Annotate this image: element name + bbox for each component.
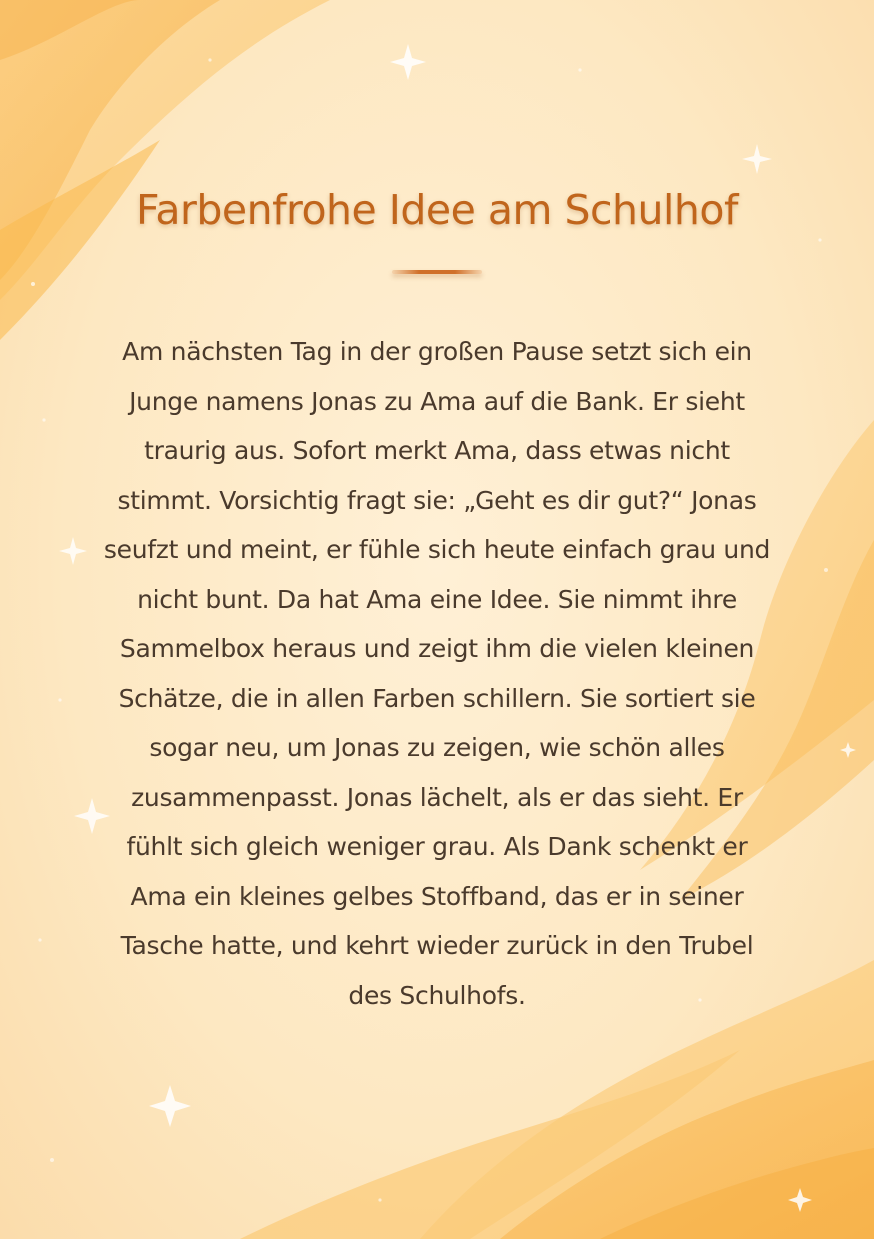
title-divider: [392, 270, 482, 274]
story-text: Am nächsten Tag in der großen Pause setzt sich ein Junge namens Jonas zu Ama auf die Bank. Er sieht traurig aus. Sofort merkt Ama, dass etwas nicht stimmt. Vorsichtig fragt sie: „Geht es dir gut?“ Jonas seufzt und meint, er fühle sich heute einfach grau und nicht bunt. Da hat Ama eine Idee. Sie nimmt ihre Sammelbox heraus und zeigt ihm die vielen kleinen Schätze, die in allen Farben schillern. Sie sortiert sie sogar neu, um Jonas zu zeigen, wie schön alles zusammenpasst. Jonas lächelt, als er das sieht. Er fühlt sich gleich weniger grau. Als Dank schenkt er Ama ein kleines gelbes Stoffband, das er in seiner Tasche hatte, und kehrt wieder zurück in den Trubel des Schulhofs.: [103, 337, 771, 1010]
page-title: Farbenfrohe Idee am Schulhof: [136, 186, 738, 234]
